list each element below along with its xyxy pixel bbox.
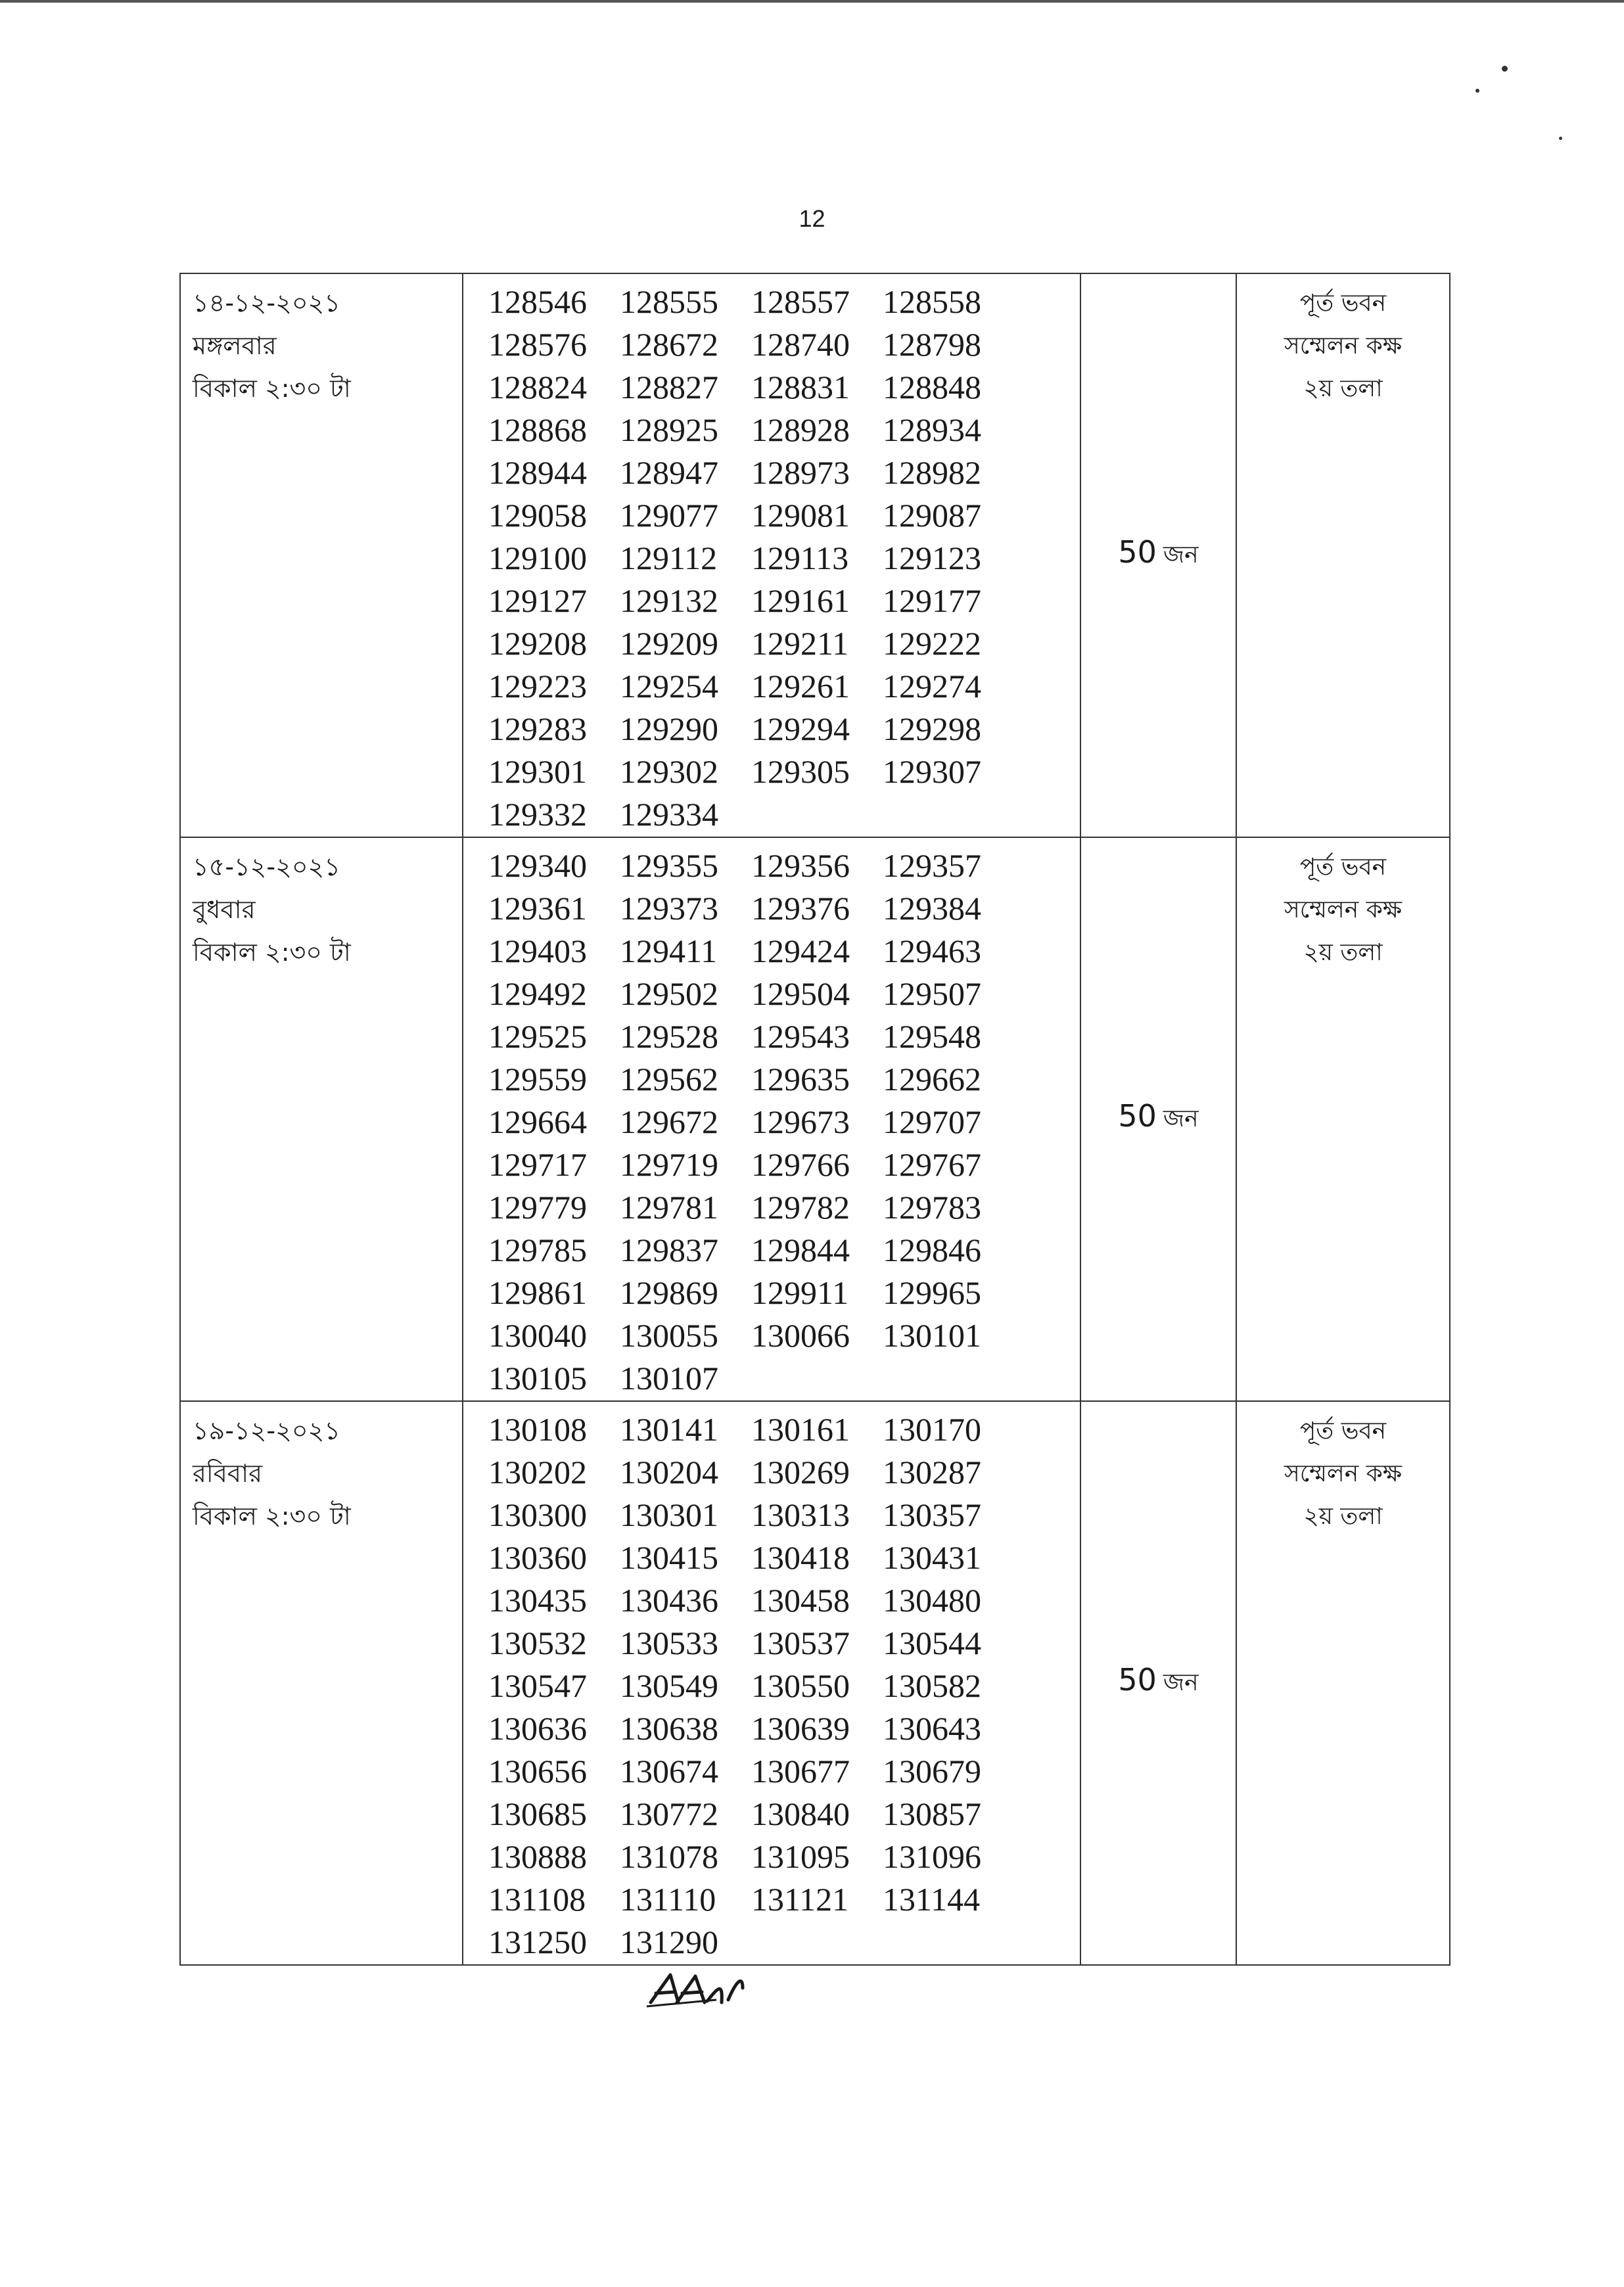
roll-number: 129719 [620, 1146, 718, 1183]
candidate-count: 50 [1118, 534, 1157, 570]
roll-number: 129274 [883, 668, 981, 705]
roll-number: 129673 [751, 1103, 850, 1140]
roll-number: 130888 [488, 1838, 587, 1875]
roll-number: 131096 [883, 1838, 981, 1875]
venue-line: ২য় তলা [1303, 1503, 1383, 1530]
roll-number: 129411 [620, 933, 718, 969]
candidate-count-cell [1080, 1401, 1236, 1965]
roll-number: 130313 [751, 1496, 850, 1533]
roll-number: 130533 [620, 1625, 718, 1661]
candidate-count-unit: জন [1163, 542, 1199, 568]
schedule-row [180, 1401, 1450, 1965]
roll-number-line [463, 281, 1080, 323]
roll-number: 129223 [488, 668, 587, 705]
roll-number: 129355 [620, 847, 718, 884]
roll-number: 131290 [620, 1924, 718, 1960]
exam-weekday: রবিবার [193, 1459, 262, 1488]
roll-number: 128827 [620, 369, 718, 405]
page-number: 12 [799, 205, 825, 232]
exam-time: বিকাল ২:৩০ টা [193, 1502, 351, 1531]
roll-number: 129261 [751, 668, 850, 705]
roll-number-line [463, 580, 1080, 622]
venue-line: ২য় তলা [1303, 939, 1383, 966]
roll-number-line [463, 665, 1080, 708]
venue-line: পূর্ত ভবন [1299, 1418, 1387, 1444]
roll-number: 129767 [883, 1146, 981, 1183]
roll-number: 129911 [751, 1274, 849, 1311]
roll-number-line [463, 494, 1080, 537]
roll-number: 129463 [883, 933, 981, 969]
roll-number: 129492 [488, 975, 587, 1012]
roll-number: 129781 [620, 1189, 718, 1226]
roll-number: 130685 [488, 1795, 587, 1832]
roll-number: 129846 [883, 1232, 981, 1268]
roll-number: 128973 [751, 454, 850, 491]
roll-number: 129307 [883, 753, 981, 790]
scan-top-edge [0, 0, 1624, 3]
roll-number-line [463, 1836, 1080, 1878]
scan-speck [1475, 89, 1479, 93]
roll-number: 130300 [488, 1496, 587, 1533]
roll-number: 128576 [488, 326, 587, 363]
roll-number-line [463, 1314, 1080, 1357]
roll-number-line [463, 1101, 1080, 1144]
roll-number: 129334 [620, 796, 718, 833]
roll-number: 130550 [751, 1667, 850, 1704]
venue-cell [1236, 837, 1450, 1401]
roll-number: 130638 [620, 1710, 718, 1747]
roll-number: 130677 [751, 1753, 850, 1790]
roll-number: 131095 [751, 1838, 850, 1875]
roll-numbers-cell [463, 273, 1080, 837]
roll-number: 129357 [883, 847, 981, 884]
roll-number: 129672 [620, 1103, 718, 1140]
roll-number: 130549 [620, 1667, 718, 1704]
roll-number: 129528 [620, 1018, 718, 1055]
roll-number: 130287 [883, 1454, 981, 1490]
roll-number: 128558 [883, 283, 981, 320]
roll-number-line [463, 1494, 1080, 1536]
roll-number: 130435 [488, 1582, 587, 1619]
roll-number-line [463, 1921, 1080, 1964]
roll-number-line [463, 1451, 1080, 1494]
roll-number: 129305 [751, 753, 850, 790]
roll-number: 129664 [488, 1103, 587, 1140]
roll-numbers-cell [463, 837, 1080, 1401]
roll-number: 129340 [488, 847, 587, 884]
roll-number-line [463, 1793, 1080, 1836]
roll-number-line [463, 930, 1080, 973]
roll-number: 128798 [883, 326, 981, 363]
roll-number: 130656 [488, 1753, 587, 1790]
roll-number-line [463, 844, 1080, 887]
roll-number: 129717 [488, 1146, 587, 1183]
schedule-row [180, 273, 1450, 837]
roll-number: 129543 [751, 1018, 850, 1055]
exam-schedule-table [179, 273, 1450, 1966]
roll-number: 129208 [488, 625, 587, 662]
roll-number-line [463, 537, 1080, 580]
roll-number: 128824 [488, 369, 587, 405]
roll-number: 129161 [751, 582, 850, 619]
roll-number-line [463, 1579, 1080, 1622]
candidate-count: 50 [1118, 1662, 1157, 1698]
roll-number: 130679 [883, 1753, 981, 1790]
roll-number: 128546 [488, 283, 587, 320]
roll-number: 129298 [883, 710, 981, 747]
roll-number: 130636 [488, 1710, 587, 1747]
roll-number: 129562 [620, 1061, 718, 1097]
roll-number: 129113 [751, 540, 849, 576]
signature-icon [644, 1962, 802, 2014]
venue-line: পূর্ত ভবন [1299, 290, 1387, 317]
roll-number: 130066 [751, 1317, 850, 1354]
roll-number: 130857 [883, 1795, 981, 1832]
roll-number: 128672 [620, 326, 718, 363]
roll-number: 129087 [883, 497, 981, 534]
roll-number: 129254 [620, 668, 718, 705]
roll-number-line [463, 1750, 1080, 1793]
roll-number: 129294 [751, 710, 850, 747]
roll-number: 129783 [883, 1189, 981, 1226]
roll-number: 130357 [883, 1496, 981, 1533]
roll-number-line [463, 708, 1080, 751]
roll-number: 129559 [488, 1061, 587, 1097]
roll-number: 129127 [488, 582, 587, 619]
roll-number: 128947 [620, 454, 718, 491]
roll-number: 130840 [751, 1795, 850, 1832]
roll-number: 130532 [488, 1625, 587, 1661]
roll-number: 131144 [883, 1881, 981, 1918]
roll-number: 131078 [620, 1838, 718, 1875]
roll-number: 128982 [883, 454, 981, 491]
roll-number: 129766 [751, 1146, 850, 1183]
exam-date: ১৯-১২-২০২১ [193, 1416, 340, 1445]
roll-number-line [463, 1357, 1080, 1400]
roll-number: 128848 [883, 369, 981, 405]
roll-number: 128740 [751, 326, 850, 363]
roll-number-line [463, 751, 1080, 793]
roll-number: 129301 [488, 753, 587, 790]
venue-cell [1236, 1401, 1450, 1965]
venue-cell [1236, 273, 1450, 837]
roll-number: 129779 [488, 1189, 587, 1226]
exam-weekday: মঙ্গলবার [193, 331, 277, 360]
candidate-count: 50 [1118, 1098, 1157, 1134]
roll-number: 130772 [620, 1795, 718, 1832]
roll-number: 131108 [488, 1881, 586, 1918]
exam-weekday: বুধবার [193, 895, 256, 924]
roll-number-line [463, 1536, 1080, 1579]
roll-number: 129504 [751, 975, 850, 1012]
venue-line: পূর্ত ভবন [1299, 854, 1387, 881]
roll-number: 129965 [883, 1274, 981, 1311]
venue-line: ২য় তলা [1303, 375, 1383, 402]
roll-number: 129403 [488, 933, 587, 969]
roll-number: 130107 [620, 1360, 718, 1397]
roll-number: 130108 [488, 1411, 587, 1448]
roll-number: 131121 [751, 1881, 849, 1918]
roll-number: 129635 [751, 1061, 850, 1097]
schedule-row [180, 837, 1450, 1401]
roll-number: 130360 [488, 1539, 587, 1576]
roll-number: 130458 [751, 1582, 850, 1619]
roll-number: 129502 [620, 975, 718, 1012]
roll-number: 130436 [620, 1582, 718, 1619]
roll-number-line [463, 409, 1080, 451]
exam-date: ১৫-১২-২০২১ [193, 852, 340, 881]
candidate-count-unit: জন [1163, 1669, 1199, 1696]
venue-line: সম্মেলন কক্ষ [1284, 1460, 1403, 1487]
roll-number: 129332 [488, 796, 587, 833]
roll-number-line [463, 1665, 1080, 1707]
roll-number: 129861 [488, 1274, 587, 1311]
roll-number: 128831 [751, 369, 850, 405]
roll-number-line [463, 1229, 1080, 1272]
roll-number-line [463, 1408, 1080, 1451]
roll-number: 130431 [883, 1539, 981, 1576]
roll-number: 130639 [751, 1710, 850, 1747]
roll-number: 129077 [620, 497, 718, 534]
roll-number: 129785 [488, 1232, 587, 1268]
roll-number: 129662 [883, 1061, 981, 1097]
roll-number: 131250 [488, 1924, 587, 1960]
roll-number-line [463, 1878, 1080, 1921]
candidate-count-unit: জন [1163, 1105, 1199, 1132]
roll-number: 130040 [488, 1317, 587, 1354]
roll-number: 129424 [751, 933, 850, 969]
roll-number: 129844 [751, 1232, 850, 1268]
roll-number: 130674 [620, 1753, 718, 1790]
scan-speck [1502, 66, 1508, 72]
roll-number: 129302 [620, 753, 718, 790]
roll-number: 129209 [620, 625, 718, 662]
roll-number: 130544 [883, 1625, 981, 1661]
schedule-body [180, 273, 1450, 1965]
roll-number-line [463, 1015, 1080, 1058]
roll-number-line [463, 1622, 1080, 1665]
roll-numbers-cell [463, 1401, 1080, 1965]
roll-number-line [463, 887, 1080, 930]
roll-number-line [463, 1186, 1080, 1229]
roll-number: 130643 [883, 1710, 981, 1747]
roll-number-line [463, 1144, 1080, 1186]
roll-number: 129283 [488, 710, 587, 747]
roll-number: 130101 [883, 1317, 981, 1354]
roll-number: 129361 [488, 890, 587, 927]
roll-number: 131110 [620, 1881, 716, 1918]
roll-number: 130269 [751, 1454, 850, 1490]
exam-date: ১৪-১২-২০২১ [193, 289, 340, 317]
roll-number: 129837 [620, 1232, 718, 1268]
exam-time: বিকাল ২:৩০ টা [193, 938, 351, 967]
date-cell [180, 837, 463, 1401]
roll-number-line [463, 451, 1080, 494]
roll-number: 129548 [883, 1018, 981, 1055]
roll-number-line [463, 1272, 1080, 1314]
exam-time: বিকাল ২:৩০ টা [193, 374, 351, 403]
roll-number: 130582 [883, 1667, 981, 1704]
roll-number: 128925 [620, 411, 718, 448]
roll-number: 130415 [620, 1539, 718, 1576]
roll-number: 130547 [488, 1667, 587, 1704]
roll-number: 129222 [883, 625, 981, 662]
roll-number: 129507 [883, 975, 981, 1012]
roll-number: 130170 [883, 1411, 981, 1448]
roll-number: 128868 [488, 411, 587, 448]
roll-number: 129177 [883, 582, 981, 619]
roll-number-line [463, 366, 1080, 409]
roll-number: 129290 [620, 710, 718, 747]
roll-number-line [463, 1707, 1080, 1750]
date-cell [180, 273, 463, 837]
roll-number: 128944 [488, 454, 587, 491]
venue-line: সম্মেলন কক্ষ [1284, 333, 1403, 359]
roll-number: 128934 [883, 411, 981, 448]
roll-number: 129211 [751, 625, 849, 662]
roll-number: 130161 [751, 1411, 850, 1448]
roll-number: 129707 [883, 1103, 981, 1140]
roll-number-line [463, 1058, 1080, 1101]
roll-number: 129123 [883, 540, 981, 576]
roll-number: 129132 [620, 582, 718, 619]
venue-line: সম্মেলন কক্ষ [1284, 896, 1403, 923]
roll-number: 128928 [751, 411, 850, 448]
roll-number: 130480 [883, 1582, 981, 1619]
roll-number-line [463, 973, 1080, 1015]
roll-number: 129376 [751, 890, 850, 927]
roll-number: 129373 [620, 890, 718, 927]
roll-number: 128555 [620, 283, 718, 320]
roll-number: 130204 [620, 1454, 718, 1490]
roll-number: 130141 [620, 1411, 718, 1448]
candidate-count-cell [1080, 837, 1236, 1401]
roll-number: 130418 [751, 1539, 850, 1576]
roll-number: 129058 [488, 497, 587, 534]
roll-number: 129081 [751, 497, 850, 534]
roll-number: 129782 [751, 1189, 850, 1226]
candidate-count-cell [1080, 273, 1236, 837]
scan-speck [1559, 137, 1562, 140]
roll-number: 129112 [620, 540, 718, 576]
roll-number-line [463, 323, 1080, 366]
roll-number: 130301 [620, 1496, 718, 1533]
roll-number: 129100 [488, 540, 587, 576]
roll-number: 129525 [488, 1018, 587, 1055]
roll-number: 128557 [751, 283, 850, 320]
roll-number: 130537 [751, 1625, 850, 1661]
roll-number: 130105 [488, 1360, 587, 1397]
roll-number: 129869 [620, 1274, 718, 1311]
date-cell [180, 1401, 463, 1965]
roll-number: 129384 [883, 890, 981, 927]
roll-number: 130055 [620, 1317, 718, 1354]
roll-number: 129356 [751, 847, 850, 884]
roll-number: 130202 [488, 1454, 587, 1490]
roll-number-line [463, 622, 1080, 665]
roll-number-line [463, 793, 1080, 836]
